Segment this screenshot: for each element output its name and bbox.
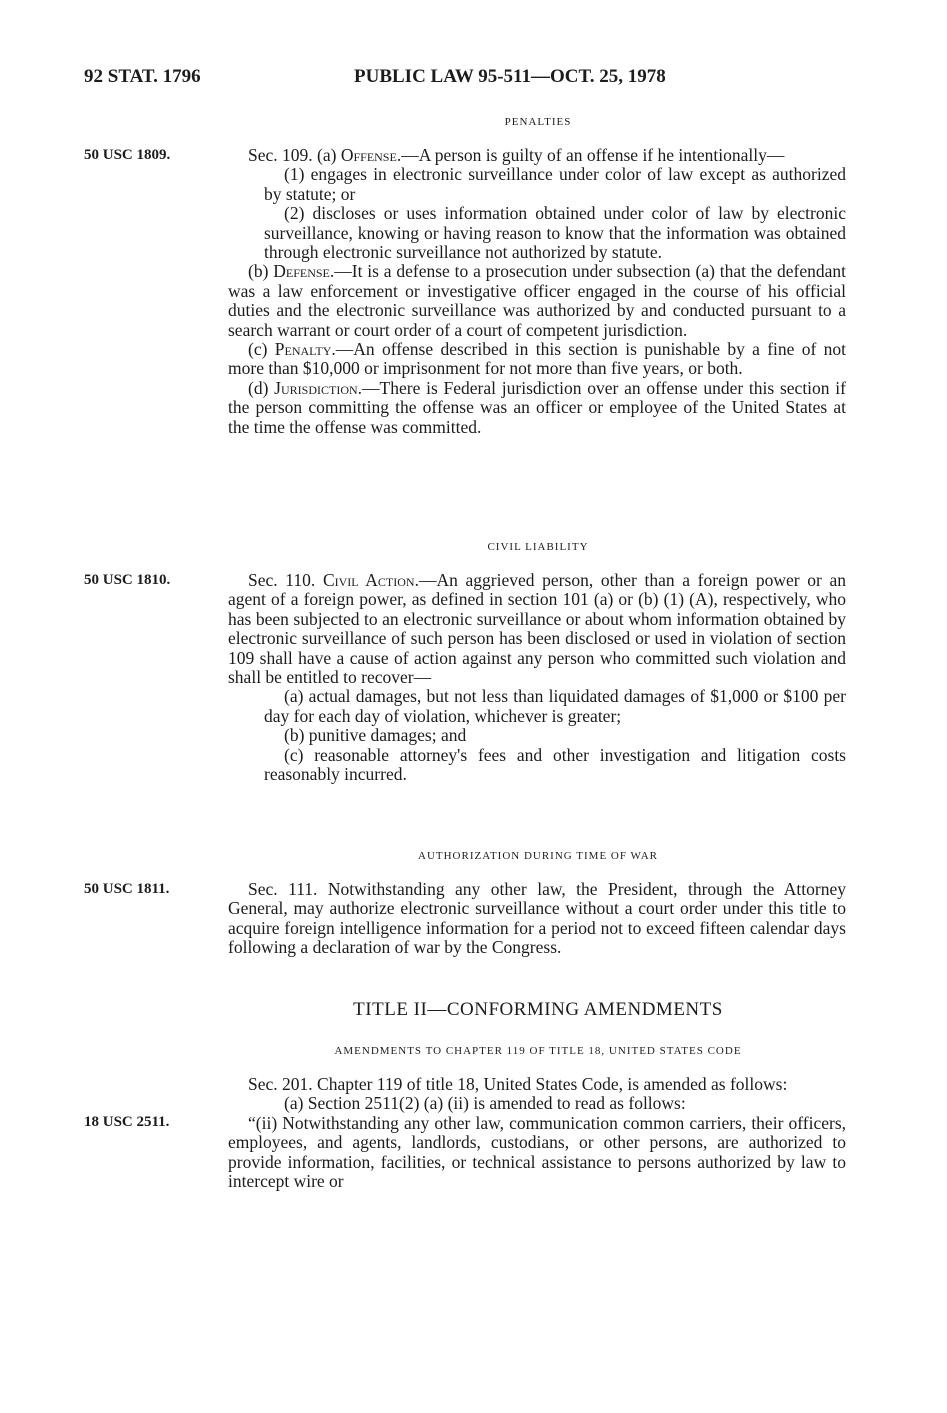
sec110-label: Civil Action. (322, 570, 419, 590)
title-ii-heading: TITLE II—CONFORMING AMENDMENTS (353, 999, 723, 1020)
heading-amendments-ch119: AMENDMENTS TO CHAPTER 119 OF TITLE 18, UNITED STATES CODE (334, 1045, 742, 1057)
sec109-b-label: Defense. (273, 261, 335, 282)
sec109-d (228, 379, 846, 437)
sec109-item-1: (1) engages in electronic surveillance under color of law except as authorized by statute; or (264, 164, 846, 204)
sec109-a-text: —A person is guilty of an offense if he intentionally— (401, 145, 785, 165)
sec110-intro (228, 571, 846, 687)
stat-citation: 92 STAT. 1796 (84, 66, 201, 87)
sec109-d-text: —There is Federal jurisdiction over an offense under this section if the person committing the offense was an officer or employee of the United States at the time the offense was committed. (228, 377, 846, 437)
sec109-c-number: (c) (248, 339, 275, 360)
margin-note-2511: 18 USC 2511. (84, 1114, 170, 1130)
sec201-a: (a) Section 2511(2) (a) (ii) is amended to read as follows: (284, 1093, 686, 1114)
margin-note-1811: 50 USC 1811. (84, 881, 170, 897)
sec109-d-number: (d) (248, 377, 275, 398)
sec109-intro (228, 146, 846, 165)
sec109-c-text: —An offense described in this section is punishable by a fine of not more than $10,000 or imprisonment for not more than five years, or both. (228, 339, 846, 379)
sec109-c (228, 340, 846, 379)
public-law-citation: PUBLIC LAW 95-511—OCT. 25, 1978 (354, 66, 666, 87)
sec110-text: —An aggrieved person, other than a foreign power or an agent of a foreign power, as defined in section 101 (a) or (b) (1) (A), respectively, who has been subjected to an electronic surveillance or about whom information obtained by electronic surveillance of such person has been disclosed or used in violation of section 109 shall have a cause of action against any person who committed such violation and shall be entitled to recover— (228, 570, 846, 688)
section-110 (228, 571, 846, 784)
heading-penalties: PENALTIES (504, 116, 572, 128)
sec110-c: (c) reasonable attorney's fees and other investigation and litigation costs reasonably incurred. (264, 744, 846, 785)
sec201-quote: “(ii) Notwithstanding any other law, communication common carriers, their officers, employees, and agents, landlords, custodians, or other persons, are authorized to provide information, facilities, or technical assistance to persons authorized by law to intercept wire or (228, 1112, 846, 1192)
sec110-b: (b) punitive damages; and (284, 725, 467, 746)
page-header (84, 66, 884, 94)
sec109-a-label: Offense. (340, 145, 402, 165)
section-201 (228, 1075, 846, 1191)
sec109-c-label: Penalty. (274, 339, 336, 360)
heading-war: AUTHORIZATION DURING TIME OF WAR (418, 850, 658, 862)
section-111 (228, 880, 846, 958)
sec109-b (228, 262, 846, 340)
margin-note-1809: 50 USC 1809. (84, 147, 171, 163)
sec109-d-label: Jurisdiction. (274, 377, 363, 398)
section-109 (228, 146, 846, 437)
sec111-text: Sec. 111. Notwithstanding any other law, the President, through the Attorney General, may authorize electronic surveillance without a court order under this title to acquire foreign intelligence information for a period not to exceed fifteen calendar days following a declaration of war by the Congress. (228, 879, 846, 958)
sec109-number: Sec. 109. (a) (248, 145, 341, 165)
sec201-intro: Sec. 201. Chapter 119 of title 18, United States Code, is amended as follows: (248, 1074, 788, 1094)
sec109-item-2: (2) discloses or uses information obtained under color of law by electronic surveillance, knowing or having reason to know that the information was obtained through electronic surveillance not authorized by statute. (264, 203, 846, 263)
sec109-b-number: (b) (248, 261, 274, 282)
sec109-b-text: —It is a defense to a prosecution under subsection (a) that the defendant was a law enforcement or investigative officer engaged in the course of his official duties and the electronic surveillance was authorized by and conducted pursuant to a search warrant or court order of a court of competent jurisdiction. (228, 261, 847, 340)
sec110-number: Sec. 110. (248, 570, 323, 590)
margin-note-1810: 50 USC 1810. (84, 572, 171, 588)
sec110-a: (a) actual damages, but not less than liquidated damages of $1,000 or $100 per day for each day of violation, whichever is greater; (264, 686, 846, 726)
heading-civil-liability: CIVIL LIABILITY (487, 541, 589, 553)
